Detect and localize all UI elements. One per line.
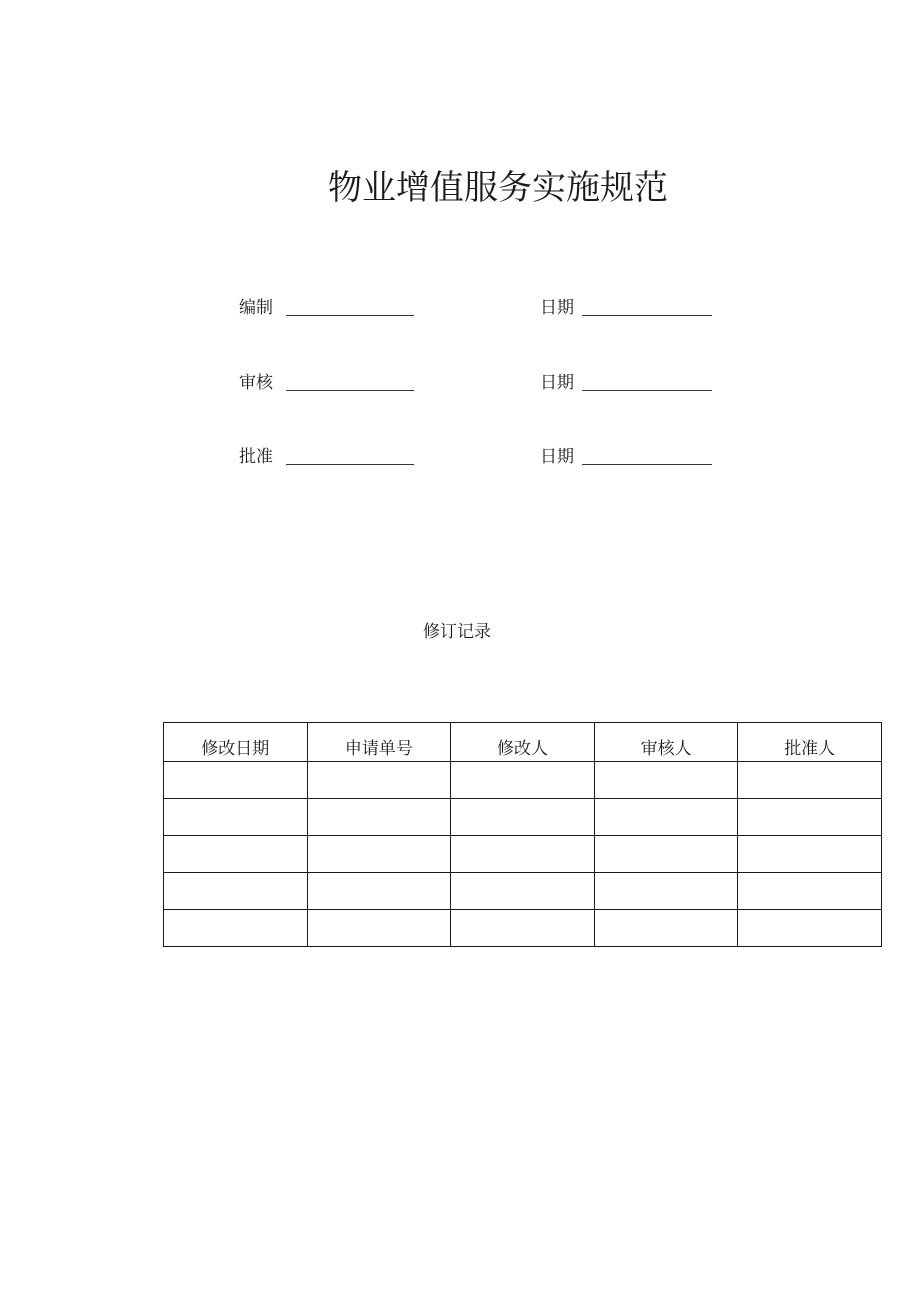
prepared-date-blank — [582, 315, 712, 316]
table-cell — [738, 799, 882, 836]
approved-date-field — [540, 443, 720, 471]
prepared-date-label: 日期 — [540, 298, 574, 318]
table-cell — [594, 836, 738, 873]
column-header-modify-date: 修改日期 — [164, 723, 308, 762]
table-cell — [164, 836, 308, 873]
approved-by-label: 批准 — [239, 447, 273, 467]
table-cell — [594, 762, 738, 799]
table-cell — [164, 762, 308, 799]
table-cell — [307, 836, 451, 873]
table-cell — [164, 910, 308, 947]
prepared-by-label: 编制 — [239, 298, 273, 318]
document-title: 物业增值服务实施规范 — [328, 168, 668, 208]
approved-by-field — [239, 443, 419, 471]
table-row — [164, 910, 882, 947]
table-cell — [307, 762, 451, 799]
table-cell — [307, 873, 451, 910]
table-row — [164, 873, 882, 910]
table-cell — [738, 910, 882, 947]
approved-date-blank — [582, 464, 712, 465]
table-row — [164, 762, 882, 799]
table-cell — [738, 762, 882, 799]
table-cell — [164, 873, 308, 910]
prepared-by-blank — [286, 315, 414, 316]
reviewed-by-label: 审核 — [239, 373, 273, 393]
table-cell — [307, 799, 451, 836]
reviewed-by-field — [239, 369, 419, 397]
table-cell — [451, 762, 595, 799]
revision-record-table — [163, 722, 882, 947]
reviewed-date-blank — [582, 390, 712, 391]
table-row — [164, 799, 882, 836]
approved-date-label: 日期 — [540, 447, 574, 467]
table-cell — [451, 873, 595, 910]
table-cell — [164, 799, 308, 836]
table-cell — [451, 799, 595, 836]
reviewed-date-field — [540, 369, 720, 397]
revision-record-heading: 修订记录 — [423, 622, 491, 642]
table-cell — [738, 873, 882, 910]
table-cell — [594, 873, 738, 910]
table-header-row — [164, 723, 882, 762]
table-cell — [594, 799, 738, 836]
table-cell — [594, 910, 738, 947]
table-cell — [451, 910, 595, 947]
reviewed-date-label: 日期 — [540, 373, 574, 393]
reviewed-by-blank — [286, 390, 414, 391]
column-header-request-number: 申请单号 — [307, 723, 451, 762]
table-row — [164, 836, 882, 873]
table-cell — [451, 836, 595, 873]
column-header-reviewer: 审核人 — [594, 723, 738, 762]
approved-by-blank — [286, 464, 414, 465]
prepared-date-field — [540, 294, 720, 322]
column-header-approver: 批准人 — [738, 723, 882, 762]
table-cell — [307, 910, 451, 947]
prepared-by-field — [239, 294, 419, 322]
table-cell — [738, 836, 882, 873]
column-header-modified-by: 修改人 — [451, 723, 595, 762]
